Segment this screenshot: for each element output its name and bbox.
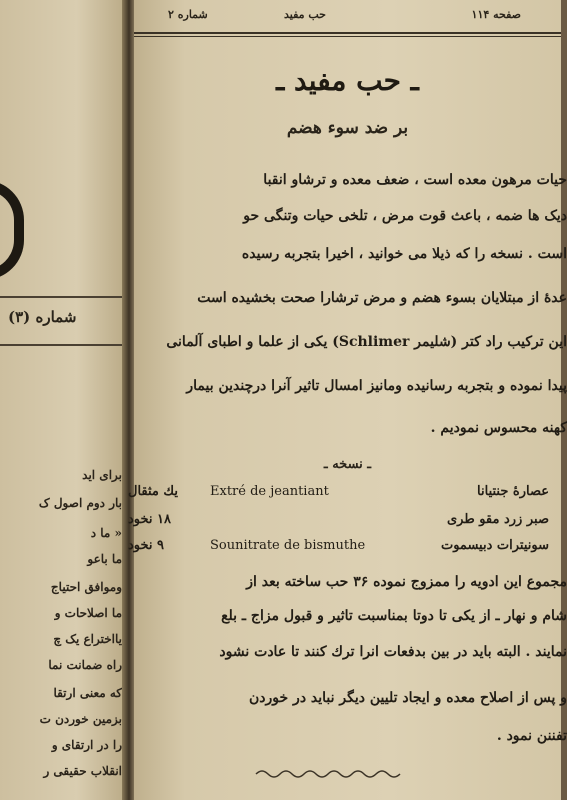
body-line: نمایند . البته باید در بین بدفعات انرا ترك كنند تا عادت نشود xyxy=(219,644,567,660)
body-line: حیات مرهون معده است ، ضعف معده و ترشاو انقبا xyxy=(263,172,567,188)
left-text-line: راه ضمانت نما xyxy=(48,658,122,672)
body-line: دیک ها ضمه ، باعث قوت مرض ، تلخی حیات وتنگی حو xyxy=(243,208,567,224)
left-rule-top xyxy=(0,296,122,298)
rx-latin-name: Extré de jeantiant xyxy=(210,484,329,499)
prescription-row xyxy=(128,512,561,534)
left-text-line: ما اصلاحات و xyxy=(54,606,122,620)
rx-persian-name: صبر زرد مقو طری xyxy=(446,512,549,527)
article-title: ـ حب مفید ـ xyxy=(276,64,419,97)
article-subtitle: بر ضد سوء هضم xyxy=(286,118,409,138)
left-text-line: یااختراع یک چ xyxy=(53,632,122,646)
page-number: صفحه ۱۱۴ xyxy=(471,8,521,21)
left-page xyxy=(0,0,128,800)
body-line: کهنه محسوس نمودیم . xyxy=(430,420,567,436)
prescription-heading: ـ نسخه ـ xyxy=(323,457,372,472)
body-line: شام و نهار ـ از یکی تا دوتا بمناسبت تاثیر و قبول مزاج ـ بلع xyxy=(221,608,567,624)
left-text-line: انقلاب حقیقی ر xyxy=(43,764,122,778)
header-rule-thin xyxy=(134,36,561,37)
rx-quantity: یك مثقال xyxy=(128,484,178,499)
body-line: مجموع این ادویه را ممزوج نموده ۳۶ حب ساخته بعد از xyxy=(246,574,567,590)
issue-number: شماره ۲ xyxy=(168,8,208,21)
rx-persian-name: عصارهٔ جنتیانا xyxy=(477,484,549,499)
left-text-line: برای اید xyxy=(82,468,122,482)
large-glyph-fragment xyxy=(0,180,24,280)
left-issue-label: شماره (۳) xyxy=(8,308,77,326)
body-line: تفننن نمود . xyxy=(496,728,567,744)
rx-persian-name: سونیترات دبیسموت xyxy=(440,538,549,553)
left-text-line: بزمین خوردن ت xyxy=(39,712,122,726)
left-text-line: ما باعو xyxy=(87,552,122,566)
page-header xyxy=(134,0,561,32)
body-line: است . نسخه را که ذیلا می خوانید ، اخیرا بتجربه رسیده xyxy=(241,246,567,262)
left-text-line: وموافق احتیاج xyxy=(50,580,122,594)
left-text-line: که معنی ارتقا xyxy=(53,686,122,700)
body-line: پیدا نموده و بتجربه رسانیده ومانیز امسال تاثیر آنرا درچندین بیمار xyxy=(186,378,567,394)
rx-quantity: ۹ نخود xyxy=(128,538,165,553)
body-line: عدهٔ از مبتلایان بسوء هضم و مرض ترشارا صحت بخشیده است xyxy=(197,290,567,306)
prescription-row xyxy=(128,484,561,506)
running-title: حب مفید xyxy=(284,8,326,21)
left-text-line: را در ارتقای و xyxy=(51,738,122,752)
body-line: این ترکیب راد کتر (شلیمر Schlimer) یکی از علما و اطبای آلمانی xyxy=(166,334,567,350)
rx-latin-name: Sounitrate de bismuthe xyxy=(210,538,366,553)
prescription-row xyxy=(128,538,561,560)
right-page xyxy=(128,0,567,800)
left-text-line: بار دوم اصول ک xyxy=(38,496,122,510)
rx-quantity: ۱۸ نخود xyxy=(128,512,172,527)
ornament-divider xyxy=(254,768,404,780)
body-line: و پس از اصلاح معده و ایجاد تلیین دیگر نباید در خوردن xyxy=(249,690,567,706)
left-text-line: « ما د xyxy=(90,526,122,540)
header-rule xyxy=(134,32,561,34)
left-rule-bottom xyxy=(0,344,122,346)
